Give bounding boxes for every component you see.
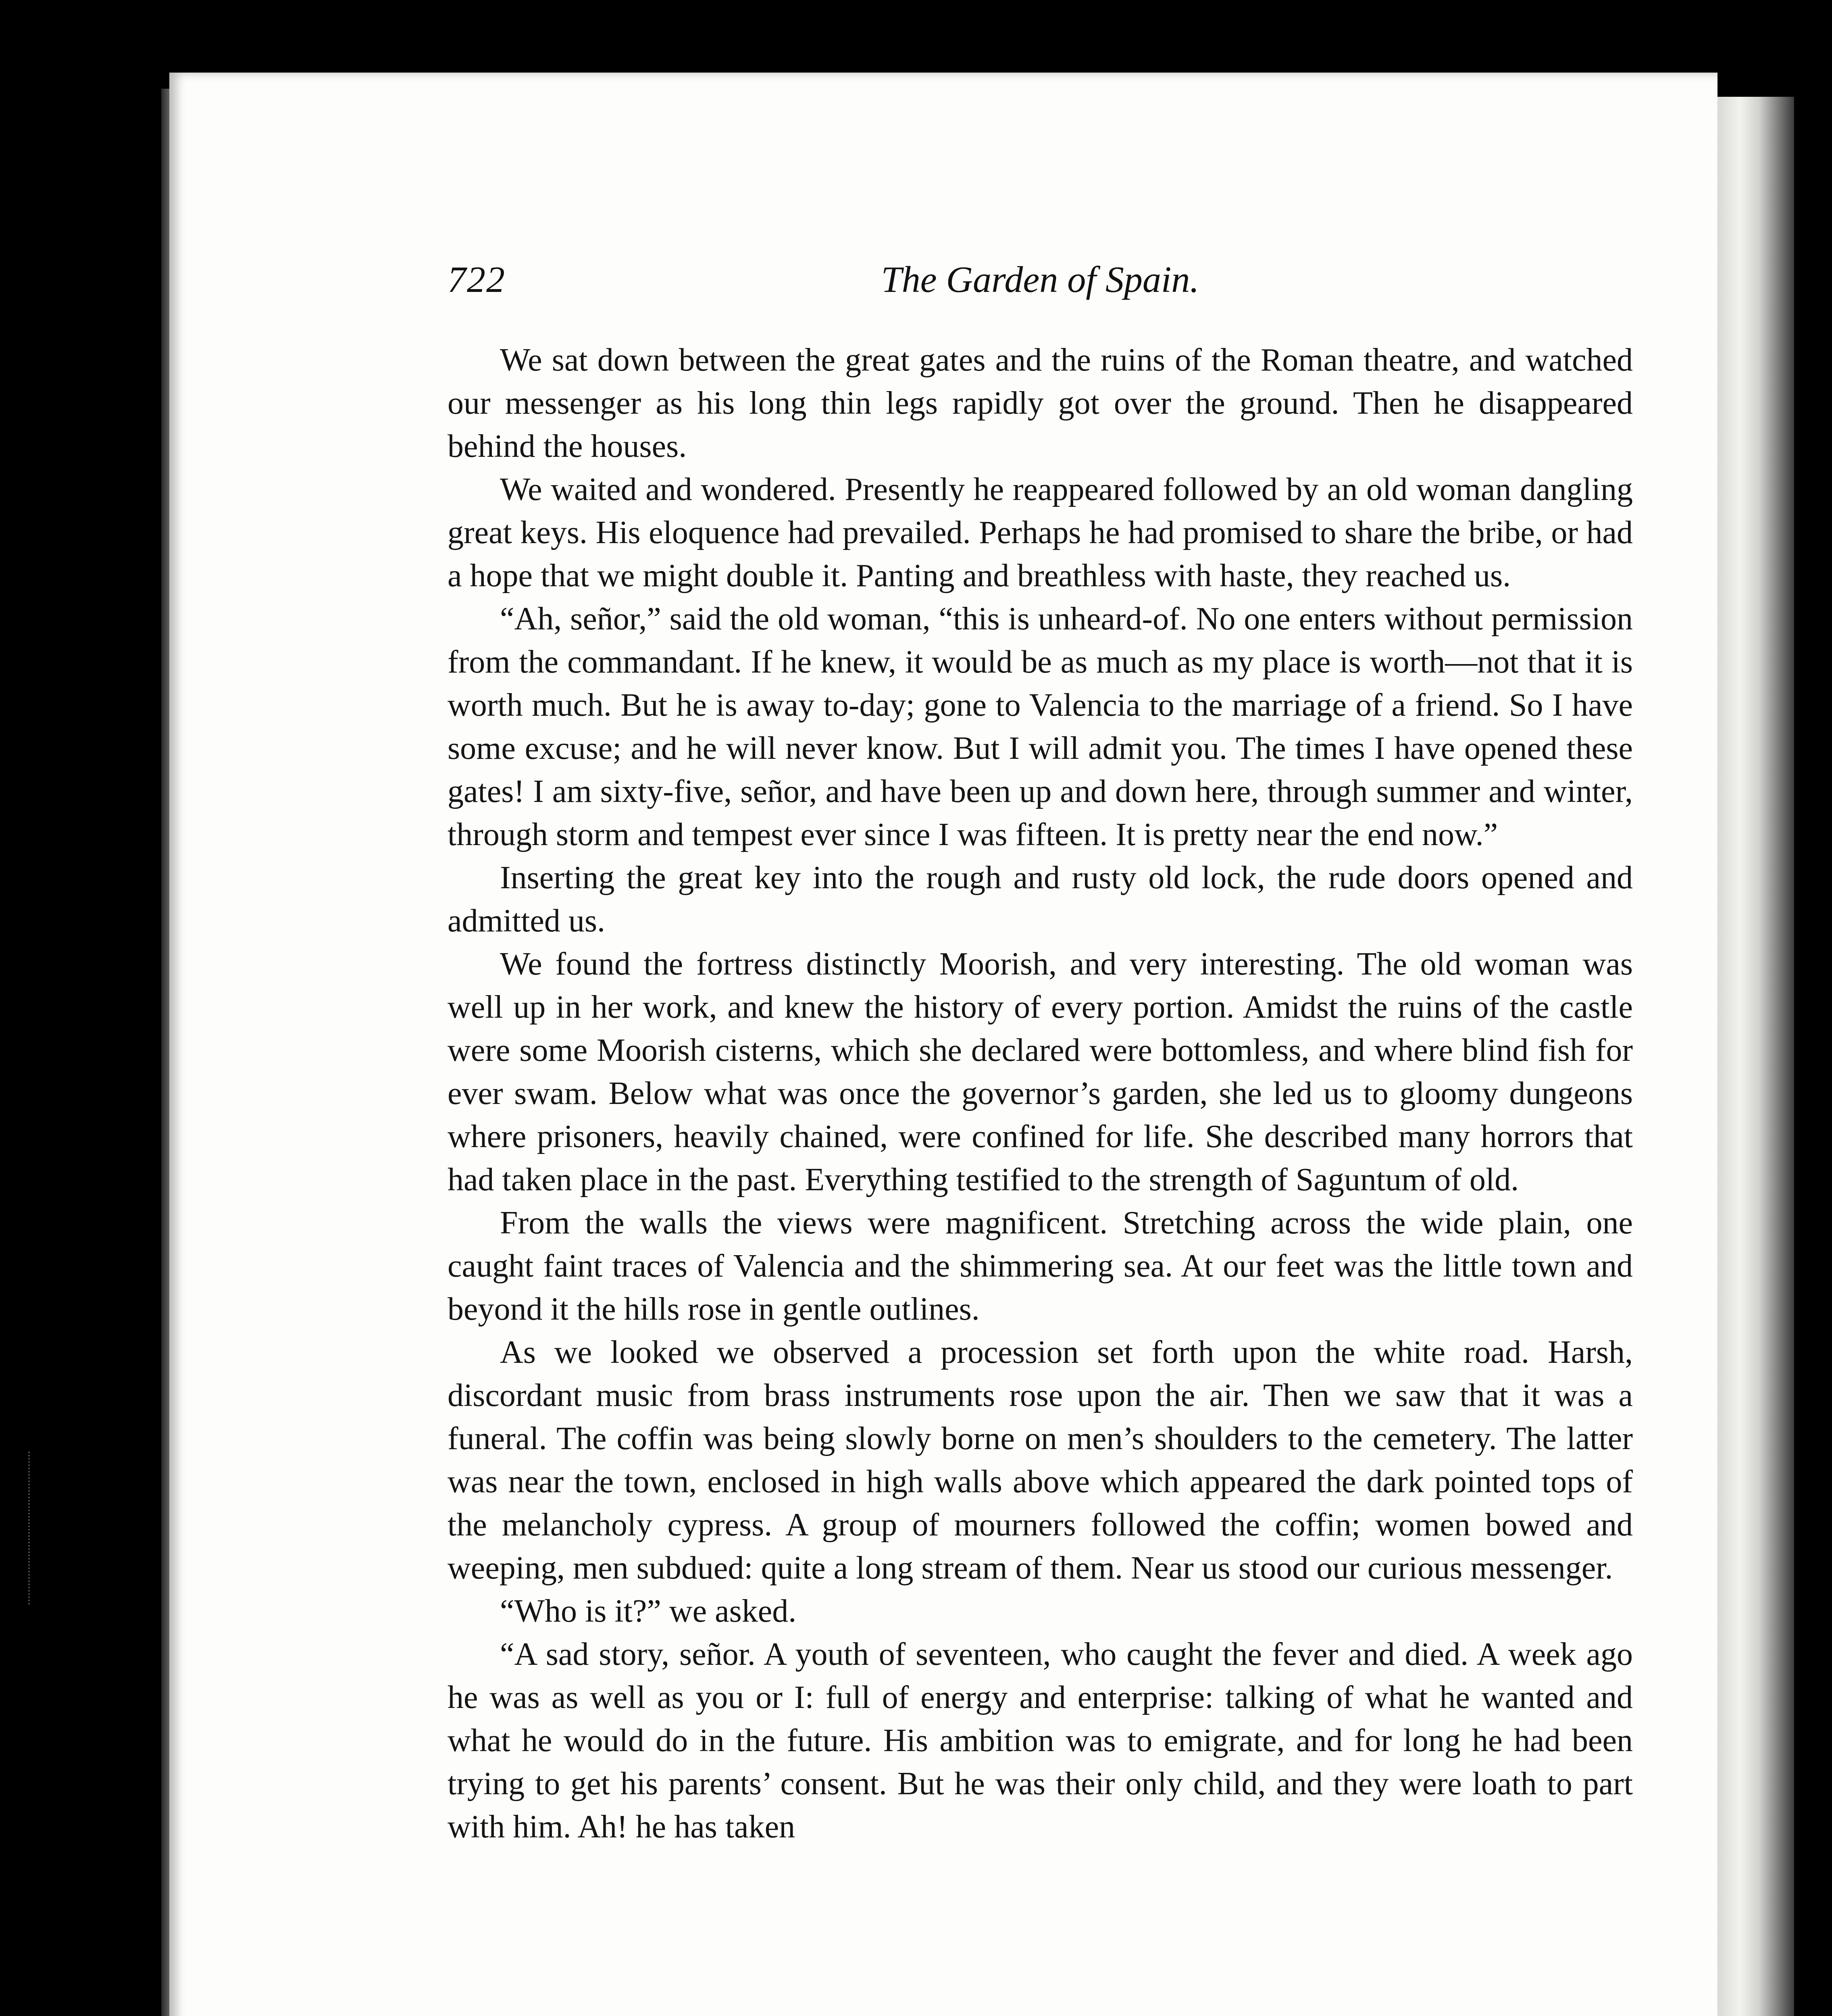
body-text — [448, 339, 1633, 1849]
next-page-edge — [1718, 97, 1794, 2016]
paragraph: Inserting the great key into the rough and rusty old lock, the rude doors opened and admitted us. — [448, 860, 1633, 939]
chapter-title: The Garden of Spain. — [881, 259, 1199, 300]
page-number: 722 — [448, 259, 506, 300]
paragraph: We sat down between the great gates and the ruins of the Roman theatre, and watched our messenger as his long thin legs rapidly got over the ground. Then he disappeared behind the houses. — [448, 342, 1633, 464]
running-head — [448, 258, 1633, 310]
paragraph: “Who is it?” we asked. — [500, 1593, 797, 1629]
paragraph: As we looked we observed a procession set forth upon the white road. Harsh, discordant music from brass instruments rose upon the air. Then we saw that it was a funeral. The coffin was being slowly borne on men’s shoulders to the cemetery. The latter was near the town, enclosed in high walls above which appeared the dark pointed tops of the melancholy cypress. A group of mourners followed the coffin; women bowed and weeping, men subdued: quite a long stream of them. Near us stood our curious messenger. — [448, 1335, 1633, 1586]
paragraph: From the walls the views were magnificent. Stretching across the wide plain, one caught faint traces of Valencia and the shimmering sea. At our feet was the little town and beyond it the hills rose in gentle outlines. — [448, 1205, 1633, 1327]
paragraph: “A sad story, señor. A youth of seventeen, who caught the fever and died. A week ago he was as well as you or I: full of energy and enterprise: talking of what he wanted and what he would do in the future. His ambition was to emigrate, and for long he had been trying to get his parents’ consent. But he was their only child, and they were loath to part with him. Ah! he has taken — [448, 1637, 1633, 1845]
paragraph: “Ah, señor,” said the old woman, “this is unheard-of. No one enters without permission from the commandant. If he knew, it would be as much as my place is worth—not that it is worth much. But he is away to-day; gone to Valencia to the marriage of a friend. So I have some excuse; and he will never know. But I will admit you. The times I have opened these gates! I am sixty-five, señor, and have been up and down here, through summer and winter, through storm and tempest ever since I was fifteen. It is pretty near the end now.” — [448, 601, 1633, 852]
paragraph: We found the fortress distinctly Moorish, and very interesting. The old woman was well up in her work, and knew the history of every portion. Amidst the ruins of the castle were some Moorish cisterns, which she declared were bottomless, and where blind fish for ever swam. Below what was once the governor’s garden, she led us to gloomy dungeons where prisoners, heavily chained, were confined for life. She described many horrors that had taken place in the past. Everything testified to the strength of Saguntum of old. — [448, 946, 1633, 1198]
binding-marks — [28, 1452, 46, 1605]
paragraph: We waited and wondered. Presently he reappeared followed by an old woman dangling great keys. His eloquence had prevailed. Perhaps he had promised to share the bribe, or had a hope that we might double it. Panting and breathless with haste, they reached us. — [448, 472, 1633, 594]
